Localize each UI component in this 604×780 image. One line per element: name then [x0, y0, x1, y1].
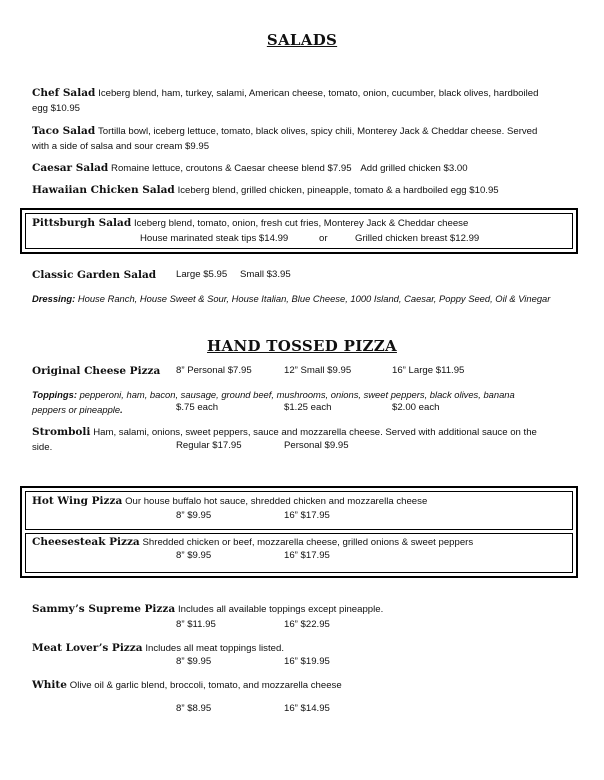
item-name: Caesar Salad — [32, 162, 109, 174]
stromboli-regular-price: Regular $17.95 — [176, 440, 242, 451]
toppings-list-cont: peppers or pineapple — [32, 404, 121, 415]
cheesesteak-16-price: 16” $17.95 — [284, 550, 330, 561]
meat-lovers-pizza-item — [32, 641, 577, 656]
item-desc: Iceberg blend, tomato, onion, fresh cut fries, Monterey Jack & Cheddar cheese — [133, 218, 469, 229]
pittsburgh-or: or — [319, 233, 328, 244]
item-name: Stromboli — [32, 426, 91, 438]
meat-16-price: 16” $19.95 — [284, 656, 330, 667]
item-name: Meat Lover’s Pizza — [32, 642, 143, 654]
item-desc-cont: egg $10.95 — [32, 103, 81, 114]
toppings-dot: . — [120, 404, 123, 415]
hawaiian-salad-item — [32, 183, 577, 198]
garden-salad-item — [32, 268, 577, 283]
hot-wing-pizza-item — [32, 494, 577, 509]
supreme-pizza-item — [32, 602, 577, 617]
cheesesteak-pizza-item — [32, 535, 577, 550]
item-name: Taco Salad — [32, 125, 96, 137]
white-16-price: 16” $14.95 — [284, 703, 330, 714]
original-small-price: 12” Small $9.95 — [284, 365, 352, 376]
item-desc: Romaine lettuce, croutons & Caesar cheese blend $7.95 — [111, 163, 352, 174]
topping-price-8: $.75 each — [176, 402, 219, 413]
stromboli-personal-price: Personal $9.95 — [284, 440, 349, 451]
hotwing-16-price: 16” $17.95 — [284, 510, 330, 521]
item-desc: Olive oil & garlic blend, broccoli, tomato, and mozzarella cheese — [69, 680, 342, 691]
pizza-heading: HAND TOSSED PIZZA — [207, 337, 397, 355]
dressing-label: Dressing: — [32, 293, 76, 304]
white-8-price: 8” $8.95 — [176, 703, 212, 714]
salads-heading: SALADS — [266, 31, 338, 49]
dressing-line — [32, 291, 577, 306]
item-desc-cont: with a side of salsa and sour cream $9.95 — [32, 141, 210, 152]
supreme-8-price: 8” $11.95 — [176, 619, 216, 630]
item-desc-cont: side. — [32, 442, 53, 453]
item-name: Classic Garden Salad — [32, 269, 157, 281]
original-personal-price: 8” Personal $7.95 — [176, 365, 252, 376]
white-pizza-item — [32, 678, 577, 693]
item-desc: Tortilla bowl, iceberg lettuce, tomato, black olives, spicy chili, Monterey Jack & Cheddar cheese. Served — [97, 126, 538, 137]
item-desc: Shredded chicken or beef, mozzarella cheese, grilled onions & sweet peppers — [142, 537, 474, 548]
item-name: Chef Salad — [32, 87, 96, 99]
taco-salad-item — [32, 124, 577, 154]
original-large-price: 16” Large $11.95 — [392, 365, 465, 376]
pittsburgh-option-steak: House marinated steak tips $14.99 — [140, 233, 289, 244]
garden-small-price: Small $3.95 — [240, 269, 291, 280]
dressing-list: House Ranch, House Sweet & Sour, House Italian, Blue Cheese, 1000 Island, Caesar, Poppy Seed, Oil & Vinegar — [77, 293, 551, 304]
item-name: White — [32, 679, 67, 691]
item-desc: Ham, salami, onions, sweet peppers, sauce and mozzarella cheese. Served with additional sauce on the — [93, 427, 537, 438]
hotwing-8-price: 8” $9.95 — [176, 510, 212, 521]
item-name: Pittsburgh Salad — [32, 217, 132, 229]
item-name: Cheesesteak Pizza — [32, 536, 140, 548]
caesar-salad-item — [32, 161, 577, 176]
toppings-list: pepperoni, ham, bacon, sausage, ground beef, mushrooms, onions, sweet peppers, black olives, banana — [79, 389, 515, 400]
cheesesteak-8-price: 8” $9.95 — [176, 550, 212, 561]
garden-large-price: Large $5.95 — [176, 269, 228, 280]
topping-price-12: $1.25 each — [284, 402, 332, 413]
item-name: Hot Wing Pizza — [32, 495, 123, 507]
toppings-label: Toppings: — [32, 389, 77, 400]
item-desc: Iceberg blend, grilled chicken, pineapple, tomato & a hardboiled egg $10.95 — [177, 185, 499, 196]
chef-salad-item — [32, 86, 577, 116]
topping-price-16: $2.00 each — [392, 402, 440, 413]
item-name: Hawaiian Chicken Salad — [32, 184, 175, 196]
pittsburgh-salad-item — [32, 216, 577, 231]
meat-8-price: 8” $9.95 — [176, 656, 212, 667]
item-addon: Add grilled chicken $3.00 — [360, 163, 468, 174]
item-desc: Our house buffalo hot sauce, shredded chicken and mozzarella cheese — [125, 496, 428, 507]
item-desc: Includes all meat toppings listed. — [145, 643, 284, 654]
item-name: Original Cheese Pizza — [32, 365, 161, 377]
item-name: Sammy’s Supreme Pizza — [32, 603, 176, 615]
item-desc: Includes all available toppings except pineapple. — [177, 604, 384, 615]
pittsburgh-salad-box — [20, 208, 578, 254]
item-desc: Iceberg blend, ham, turkey, salami, American cheese, tomato, onion, cucumber, black olives, hardboiled — [98, 88, 539, 99]
pittsburgh-option-chicken: Grilled chicken breast $12.99 — [355, 233, 480, 244]
supreme-16-price: 16” $22.95 — [284, 619, 330, 630]
